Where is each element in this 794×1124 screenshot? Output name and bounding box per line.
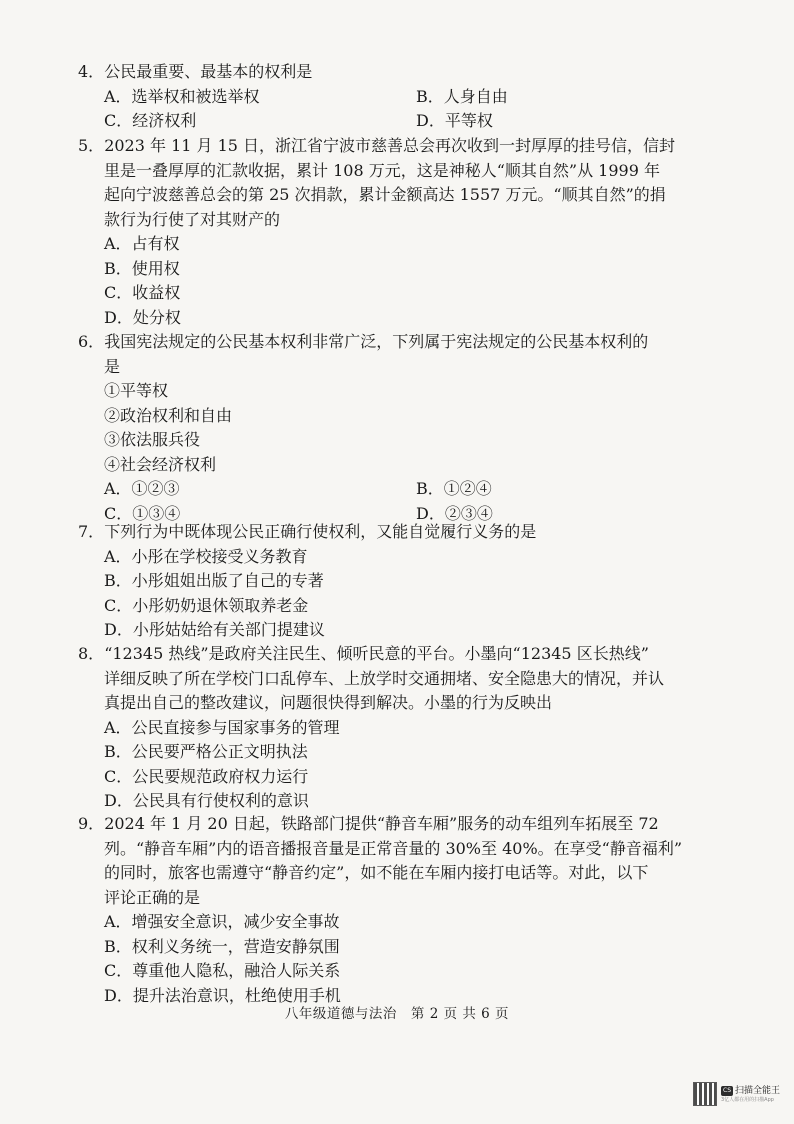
page-footer: 八年级道德与法治 第 2 页 共 6 页 <box>284 1006 510 1022</box>
q7-option-d: D．小彤姑姑给有关部门提建议 <box>104 620 325 639</box>
q8-option-c: C．公民要规范政府权力运行 <box>104 766 309 786</box>
scanner-slogan: 3亿人都在用的扫描App <box>721 1096 774 1103</box>
q6-item-1: ①平等权 <box>104 381 169 400</box>
question-9: 9．2024 年 1 月 20 日起，铁路部门提供“静音车厢”服务的动车组列车拓展至 72 列。“静音车厢”内的语音播报音量是正常音量的 30%至 40%。在享受“静音福利” 的同时，旅客也需遵守“静音约定”，如不能在车厢内接打电话等。对此，以下 评论正确的是 A．增强安全意识，减少安全事故 B．权利义务统一，营造安静氛围 C．尊重他人隐私，融洽人际关系 D．提升法治意识，杜绝使用手机 <box>78 812 728 1008</box>
q4-option-c: C．经济权利 <box>104 111 197 130</box>
q6-option-b: B．①②④ <box>416 479 492 498</box>
q9-stem-line: 的同时，旅客也需遵守“静音约定”，如不能在车厢内接打电话等。对此，以下 <box>104 863 649 882</box>
question-5: 5．2023 年 11 月 15 日，浙江省宁波市慈善总会再次收到一封厚厚的挂号信，信封 里是一叠厚厚的汇款收据，累计 108 万元，这是神秘人“顺其自然”从 1999 年 起向宁波慈善总会的第 25 次捐款，累计金额高达 1557 万元。“顺其自然”的捐 款行为行使了对其财产的 A．占有权 B．使用权 C．收益权 D．处分权 <box>78 134 728 330</box>
q5-stem-line: 2023 年 11 月 15 日，浙江省宁波市慈善总会再次收到一封厚厚的挂号信，信封 <box>104 136 676 155</box>
q6-stem-line: 是 <box>104 356 121 376</box>
q5-stem-line: 款行为行使了对其财产的 <box>104 209 281 229</box>
q8-option-b: B．公民要严格公正文明执法 <box>104 742 308 761</box>
q6-item-3: ③依法服兵役 <box>104 430 201 449</box>
q6-option-c: C．①③④ <box>104 503 181 523</box>
question-7: 7．下列行为中既体现公民正确行使权利，又能自觉履行义务的是 A．小彤在学校接受义务教育 B．小彤姐姐出版了自己的专著 C．小彤奶奶退休领取养老金 D．小彤姑姑给有关部门提建议 <box>78 520 728 643</box>
q7-stem: 下列行为中既体现公民正确行使权利，又能自觉履行义务的是 <box>104 522 537 541</box>
q8-stem-line: “12345 热线”是政府关注民生、倾听民意的平台。小墨向“12345 区长热线” <box>104 644 649 663</box>
scanner-watermark <box>693 1080 783 1108</box>
q5-stem-line: 里是一叠厚厚的汇款收据，累计 108 万元，这是神秘人“顺其自然”从 1999 年 <box>104 160 660 180</box>
q7-option-a: A．小彤在学校接受义务教育 <box>104 546 308 566</box>
question-6: 6．我国宪法规定的公民基本权利非常广泛，下列属于宪法规定的公民基本权利的 是 ①平等权 ②政治权利和自由 ③依法服兵役 ④社会经济权利 A．①②③ B．①②④ C．①③④ D．②③④ <box>78 330 728 526</box>
question-4-stem: 4．公民最重要、最基本的权利是 <box>78 62 313 81</box>
q9-stem-line: 列。“静音车厢”内的语音播报音量是正常音量的 30%至 40%。在享受“静音福利” <box>104 838 683 858</box>
q4-option-d: D．平等权 <box>416 111 493 130</box>
q5-option-a: A．占有权 <box>104 234 180 253</box>
q7-option-b: B．小彤姐姐出版了自己的专著 <box>104 571 324 590</box>
q5-option-c: C．收益权 <box>104 283 181 302</box>
qr-code-icon <box>693 1082 717 1106</box>
q8-stem-line: 真提出自己的整改建议，问题很快得到解决。小墨的行为反映出 <box>104 693 553 712</box>
q9-stem-line: 2024 年 1 月 20 日起，铁路部门提供“静音车厢”服务的动车组列车拓展至 72 <box>104 814 659 833</box>
q8-stem-line: 详细反映了所在学校门口乱停车、上放学时交通拥堵、安全隐患大的情况，并认 <box>104 668 665 688</box>
q6-stem-line: 我国宪法规定的公民基本权利非常广泛，下列属于宪法规定的公民基本权利的 <box>104 332 649 351</box>
q9-stem-line: 评论正确的是 <box>104 887 201 907</box>
q9-option-d: D．提升法治意识，杜绝使用手机 <box>104 985 341 1005</box>
q5-option-b: B．使用权 <box>104 258 180 278</box>
q4-option-a: A．选举权和被选举权 <box>104 86 260 106</box>
q6-option-a: A．①②③ <box>104 479 180 498</box>
q8-option-d: D．公民具有行使权利的意识 <box>104 791 309 810</box>
q9-option-c: C．尊重他人隐私，融洽人际关系 <box>104 961 341 980</box>
q5-option-d: D．处分权 <box>104 307 181 327</box>
q5-stem-line: 起向宁波慈善总会的第 25 次捐款，累计金额高达 1557 万元。“顺其自然”的捐 <box>104 185 666 204</box>
q7-option-c: C．小彤奶奶退休领取养老金 <box>104 595 309 615</box>
q9-option-b: B．权利义务统一，营造安静氛围 <box>104 936 340 956</box>
q6-item-2: ②政治权利和自由 <box>104 405 233 425</box>
question-8: 8．“12345 热线”是政府关注民生、倾听民意的平台。小墨向“12345 区长热线” 详细反映了所在学校门口乱停车、上放学时交通拥堵、安全隐患大的情况，并认 真提出自己的整改建议，问题很快得到解决。小墨的行为反映出 A．公民直接参与国家事务的管理 B．公民要严格公正文明执法 C．公民要规范政府权力运行 D．公民具有行使权利的意识 <box>78 642 728 814</box>
question-4 <box>78 60 728 134</box>
q8-option-a: A．公民直接参与国家事务的管理 <box>104 717 340 737</box>
q6-item-4: ④社会经济权利 <box>104 454 217 474</box>
q9-option-a: A．增强安全意识，减少安全事故 <box>104 912 340 931</box>
scanner-logo-icon: CS <box>723 1086 731 1094</box>
q4-option-b: B．人身自由 <box>416 86 508 106</box>
q6-option-d: D．②③④ <box>416 503 493 523</box>
scanner-name: 扫描全能王 <box>735 1085 781 1096</box>
